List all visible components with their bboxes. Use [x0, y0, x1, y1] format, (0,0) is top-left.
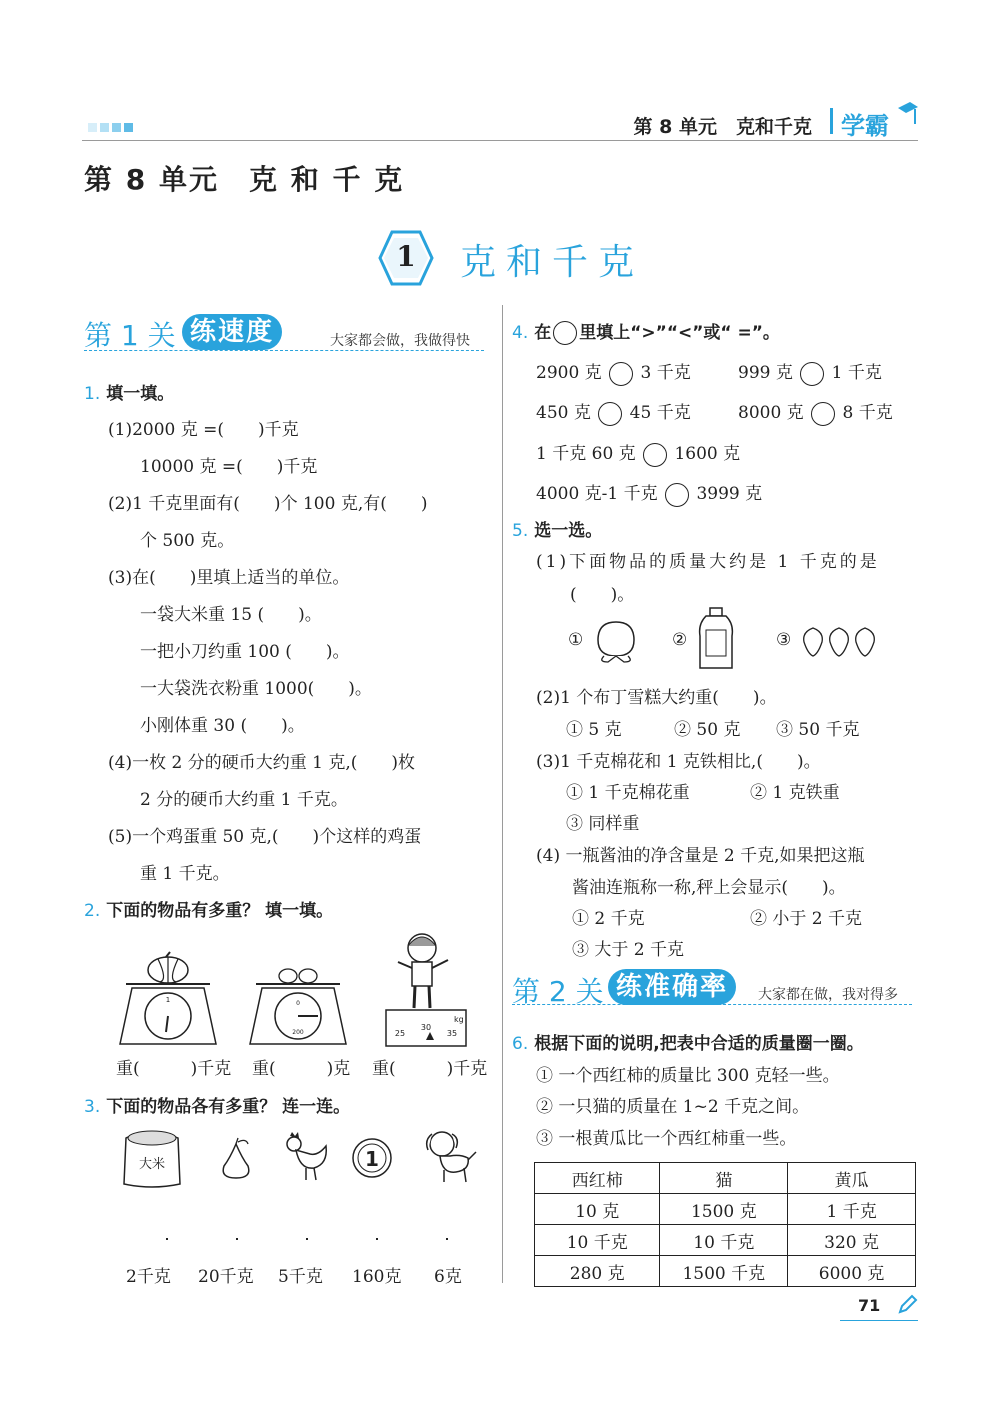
- boy-on-scale-image: [382, 928, 472, 1052]
- q3-weight[interactable]: 160克: [352, 1267, 402, 1287]
- q4-item: 2900 克 3 千克: [536, 358, 691, 386]
- q3-dot: [236, 1238, 238, 1240]
- table-cell[interactable]: 10 克: [535, 1194, 660, 1225]
- q5-p2-opt[interactable]: ③ 50 千克: [776, 720, 860, 740]
- q1-line: (4)一枚 2 分的硬币大约重 1 克,( )枚: [108, 753, 415, 773]
- level2-slogan: 大家都在做，我对得多: [758, 987, 898, 1003]
- q5-p3: (3)1 千克棉花和 1 克铁相比,( )。: [536, 752, 821, 772]
- rice-label: 大米: [138, 1157, 166, 1172]
- graduation-cap-icon: [896, 100, 920, 132]
- svg-text:0: 0: [296, 1000, 300, 1007]
- q6-line: ③ 一根黄瓜比一个西红柿重一些。: [536, 1129, 797, 1149]
- q3-weight[interactable]: 20千克: [198, 1267, 254, 1287]
- q1-line: (2)1 千克里面有( )个 100 克,有( ): [108, 494, 428, 514]
- level2-underline: [512, 1004, 912, 1005]
- strawberries-image: [800, 622, 878, 658]
- q1-line: 小刚体重 30 ( )。: [140, 716, 305, 736]
- q6-line: ② 一只猫的质量在 1~2 千克之间。: [536, 1097, 810, 1117]
- peach-image: [592, 616, 640, 664]
- scale-unit: kg: [454, 1015, 464, 1024]
- q4-item: 4000 克-1 千克 3999 克: [536, 479, 762, 507]
- header-decor: [100, 123, 109, 132]
- running-title: 第 8 单元 克和千克: [633, 116, 812, 138]
- q1-line: 一袋大米重 15 ( )。: [140, 605, 322, 625]
- q4-title: 4. 在 里填上“>”“<”或“ =”。: [512, 323, 780, 343]
- dog-image: [420, 1124, 480, 1186]
- q5-p2-opt[interactable]: ② 50 克: [674, 720, 741, 740]
- header-decor: [112, 123, 121, 132]
- q6-title: 6. 根据下面的说明,把表中合适的质量圈一圈。: [512, 1034, 864, 1054]
- brand-bar: [830, 108, 833, 134]
- q5-p2-opt[interactable]: ① 5 克: [566, 720, 622, 740]
- q3-dot: [166, 1238, 168, 1240]
- table-cell[interactable]: 320 克: [788, 1225, 916, 1256]
- q1-line: 一把小刀约重 100 ( )。: [140, 642, 350, 662]
- q5-p4-opt[interactable]: ② 小于 2 千克: [750, 909, 863, 929]
- q5-p1-blank[interactable]: ( )。: [570, 585, 635, 605]
- pumpkin-scale-image: [118, 950, 218, 1050]
- table-cell[interactable]: 1500 克: [660, 1194, 788, 1225]
- q2-title: 2. 下面的物品有多重？ 填一填。: [84, 901, 334, 921]
- scale-mark: 30: [420, 1023, 432, 1032]
- q5-p4b: 酱油连瓶称一称,秤上会显示( )。: [572, 878, 846, 898]
- q5-p4a: (4) 一瓶酱油的净含量是 2 千克,如果把这瓶: [536, 846, 865, 866]
- q4-answer-circle[interactable]: [609, 362, 633, 386]
- q5-p4-opt[interactable]: ③ 大于 2 千克: [572, 940, 685, 960]
- q2-blank-boy[interactable]: 重( )千克: [372, 1059, 488, 1079]
- q1-line: 一大袋洗衣粉重 1000( )。: [140, 679, 372, 699]
- q1-line: 10000 克 =( )千克: [140, 457, 318, 477]
- q1-title: 1. 填一填。: [84, 384, 175, 404]
- table-header: 黄瓜: [788, 1163, 916, 1194]
- table-cell[interactable]: 10 千克: [535, 1225, 660, 1256]
- q4-item: 999 克 1 千克: [738, 358, 882, 386]
- page-number: 71: [858, 1296, 881, 1315]
- q4-answer-circle[interactable]: [800, 362, 824, 386]
- q5-p4-opt[interactable]: ① 2 千克: [572, 909, 645, 929]
- level1-name: 第 1 关: [84, 319, 176, 352]
- q3-dot: [306, 1238, 308, 1240]
- egg-scale-image: [248, 950, 348, 1050]
- svg-text:200: 200: [292, 1029, 304, 1036]
- coin-label: 1: [365, 1147, 379, 1171]
- q5-p3-opt[interactable]: ② 1 克铁重: [750, 783, 840, 803]
- q4-item: 1 千克 60 克 1600 克: [536, 439, 740, 467]
- footer-rule: [840, 1320, 918, 1321]
- q1-line: (5)一个鸡蛋重 50 克,( )个这样的鸡蛋: [108, 827, 422, 847]
- rice-bag-image: [118, 1124, 186, 1192]
- q5-p2: (2)1 个布丁雪糕大约重( )。: [536, 688, 777, 708]
- header-decor: [88, 123, 97, 132]
- q1-line: 重 1 千克。: [140, 864, 230, 884]
- q5-title: 5. 选一选。: [512, 521, 603, 541]
- q1-line: 个 500 克。: [140, 531, 235, 551]
- pear-image: [216, 1136, 256, 1182]
- q4-item: 8000 克 8 千克: [738, 398, 893, 426]
- table-header: 西红柿: [535, 1163, 660, 1194]
- q1-line: (3)在( )里填上适当的单位。: [108, 568, 350, 588]
- q2-blank-eggs[interactable]: 重( )克: [252, 1059, 351, 1079]
- level2-badge: 练准确率: [608, 969, 736, 1005]
- q5-p1: (1)下面物品的质量大约是 1 千克的是: [536, 552, 880, 572]
- q3-dot: [376, 1238, 378, 1240]
- scale-mark: 25: [394, 1029, 406, 1038]
- q3-weight[interactable]: 6克: [434, 1267, 462, 1287]
- brand-logo: 学霸: [841, 112, 889, 140]
- q5-opt-label[interactable]: ①: [568, 630, 584, 650]
- q6-line: ① 一个西红柿的质量比 300 克轻一些。: [536, 1066, 840, 1086]
- q1-line: (1)2000 克 =( )千克: [108, 420, 299, 440]
- table-header: 猫: [660, 1163, 788, 1194]
- table-header-row: [535, 1163, 916, 1194]
- pencil-icon: [896, 1294, 918, 1316]
- level1-badge: 练速度: [182, 314, 282, 350]
- table-cell[interactable]: 1500 千克: [660, 1256, 788, 1287]
- level1-slogan: 大家都会做，我做得快: [330, 333, 470, 349]
- compare-circle-icon: [553, 321, 577, 345]
- lesson-number: 1: [396, 240, 416, 273]
- coin-image: [350, 1136, 394, 1180]
- q1-line: 2 分的硬币大约重 1 千克。: [140, 790, 348, 810]
- level1-underline: [84, 350, 484, 351]
- q3-dot: [446, 1238, 448, 1240]
- q4-answer-circle[interactable]: [598, 402, 622, 426]
- header-decor: [124, 123, 133, 132]
- q3-title: 3. 下面的物品各有多重？ 连一连。: [84, 1097, 351, 1117]
- table-row: [535, 1194, 916, 1225]
- table-cell[interactable]: 10 千克: [660, 1225, 788, 1256]
- lesson-title: 克和千克: [460, 242, 645, 283]
- q3-weight[interactable]: 2千克: [126, 1267, 171, 1287]
- q5-p3-opt[interactable]: ③ 同样重: [566, 814, 640, 834]
- header-rule: [82, 140, 918, 141]
- table-cell[interactable]: 1 千克: [788, 1194, 916, 1225]
- q4-answer-circle[interactable]: [811, 402, 835, 426]
- mass-table: [534, 1162, 916, 1287]
- table-row: [535, 1225, 916, 1256]
- q5-opt-label[interactable]: ③: [776, 630, 792, 650]
- q4-answer-circle[interactable]: [643, 443, 667, 467]
- q3-weight[interactable]: 5千克: [278, 1267, 323, 1287]
- q5-opt-label[interactable]: ②: [672, 630, 688, 650]
- column-divider: [502, 305, 503, 1283]
- table-cell[interactable]: 280 克: [535, 1256, 660, 1287]
- q4-item: 450 克 45 千克: [536, 398, 691, 426]
- svg-text:1: 1: [165, 996, 171, 1004]
- unit-title: 第 8 单元 克 和 千 克: [84, 163, 405, 196]
- q5-p3-opt[interactable]: ① 1 千克棉花重: [566, 783, 690, 803]
- level2-name: 第 2 关: [512, 975, 604, 1008]
- q2-blank-pumpkin[interactable]: 重( )千克: [116, 1059, 232, 1079]
- table-row: [535, 1256, 916, 1287]
- q4-answer-circle[interactable]: [665, 483, 689, 507]
- table-cell[interactable]: 6000 克: [788, 1256, 916, 1287]
- bottle-image: [696, 606, 736, 672]
- scale-mark: 35: [446, 1029, 458, 1038]
- rooster-image: [278, 1130, 334, 1184]
